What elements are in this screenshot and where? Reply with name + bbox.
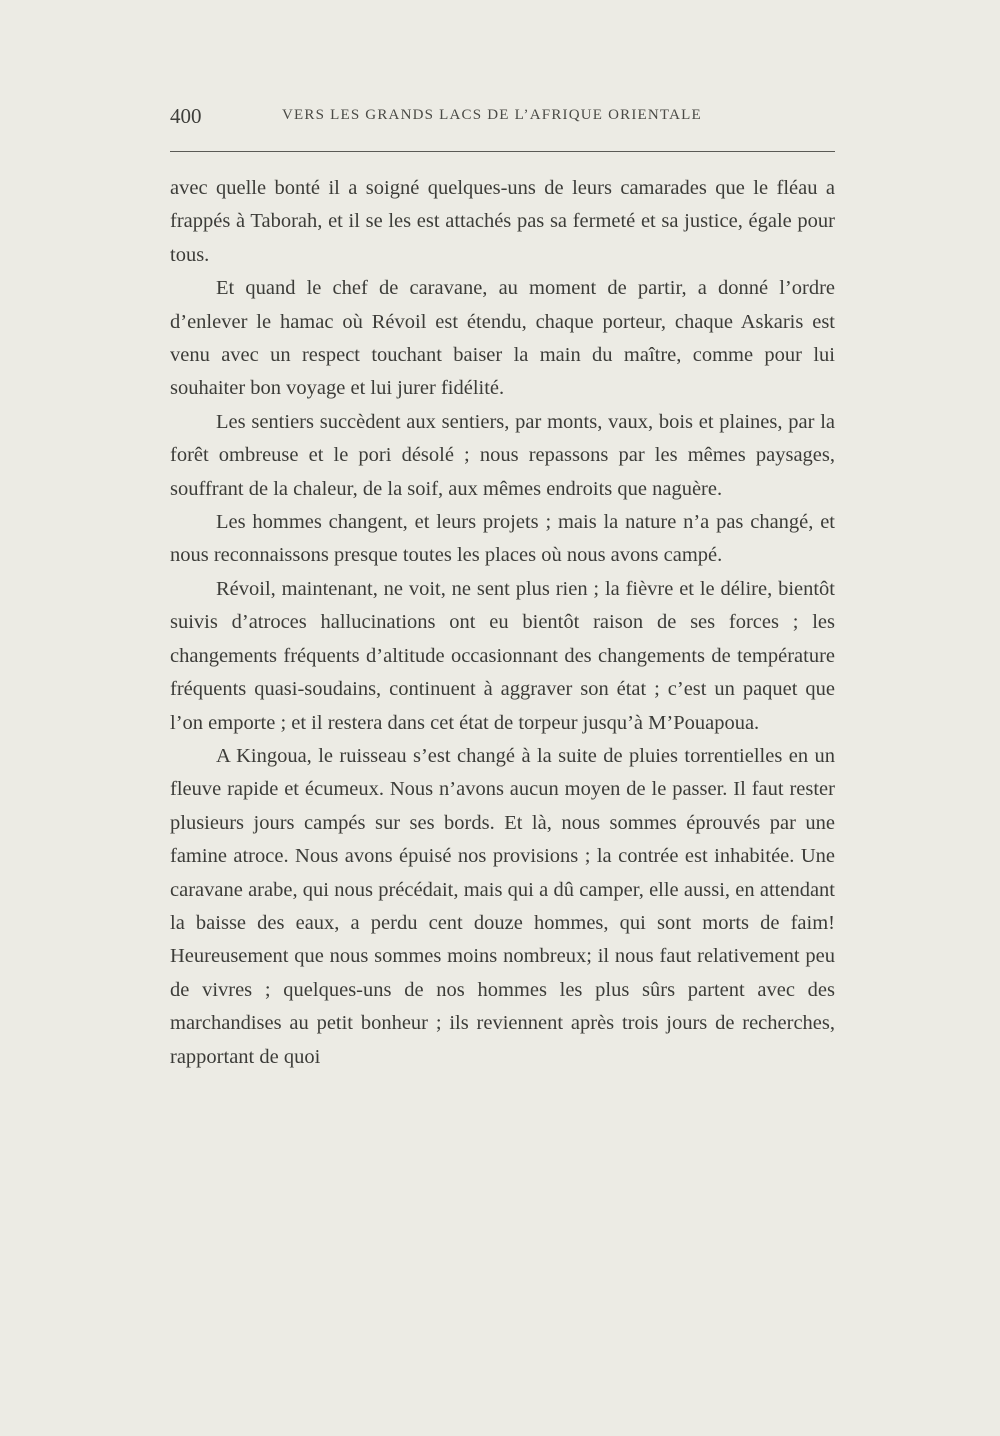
paragraph-continuation: avec quelle bonté il a soigné quelques-uns de leurs camarades que le fléau a frappés à Taborah, et il se les est attachés pas sa fermeté et sa justice, égale pour tous. bbox=[170, 177, 835, 266]
paragraph: Révoil, maintenant, ne voit, ne sent plus rien ; la fièvre et le délire, bientôt suivis d’atroces hallucinations ont eu bientôt raison de ses forces ; les changements fréquents d’altitude occasionnant des changements de température fréquents quasi-soudains, continuent à aggraver son état ; c’est un paquet que l’on emporte ; et il restera dans cet état de torpeur jusqu’à M’Pouapoua. bbox=[170, 577, 835, 734]
running-title: VERS LES GRANDS LACS DE L’AFRIQUE ORIENTALE bbox=[282, 107, 702, 123]
body-text bbox=[170, 172, 835, 1074]
paragraph: A Kingoua, le ruisseau s’est changé à la suite de pluies torrentielles en un fleuve rapide et écumeux. Nous n’avons aucun moyen de le passer. Il faut rester plusieurs jours campés sur ses bords. Et là, nous sommes éprouvés par une famine atroce. Nous avons épuisé nos provisions ; la contrée est inhabitée. Une caravane arabe, qui nous précédait, mais qui a dû camper, elle aussi, en attendant la baisse des eaux, a perdu cent douze hommes, qui sont morts de faim! Heureusement que nous sommes moins nombreux; il nous faut relativement peu de vivres ; quelques-uns de nos hommes les plus sûrs partent avec des marchandises au petit bonheur ; ils reviennent après trois jours de recherches, rapportant de quoi bbox=[170, 744, 835, 1068]
page-number: 400 bbox=[170, 104, 202, 128]
header-rule bbox=[170, 151, 835, 152]
paragraph: Les hommes changent, et leurs projets ; mais la nature n’a pas changé, et nous reconnaissons presque toutes les places où nous avons campé. bbox=[170, 511, 835, 567]
paragraph: Les sentiers succèdent aux sentiers, par monts, vaux, bois et plaines, par la forêt ombreuse et le pori désolé ; nous repassons par les mêmes paysages, souffrant de la chaleur, de la soif, aux mêmes endroits que naguère. bbox=[170, 410, 835, 500]
page-header bbox=[170, 104, 835, 132]
paragraph: Et quand le chef de caravane, au moment de partir, a donné l’ordre d’enlever le hamac où Révoil est étendu, chaque porteur, chaque Askaris est venu avec un respect touchant baiser la main du maître, comme pour lui souhaiter bon voyage et lui jurer fidélité. bbox=[170, 277, 835, 400]
